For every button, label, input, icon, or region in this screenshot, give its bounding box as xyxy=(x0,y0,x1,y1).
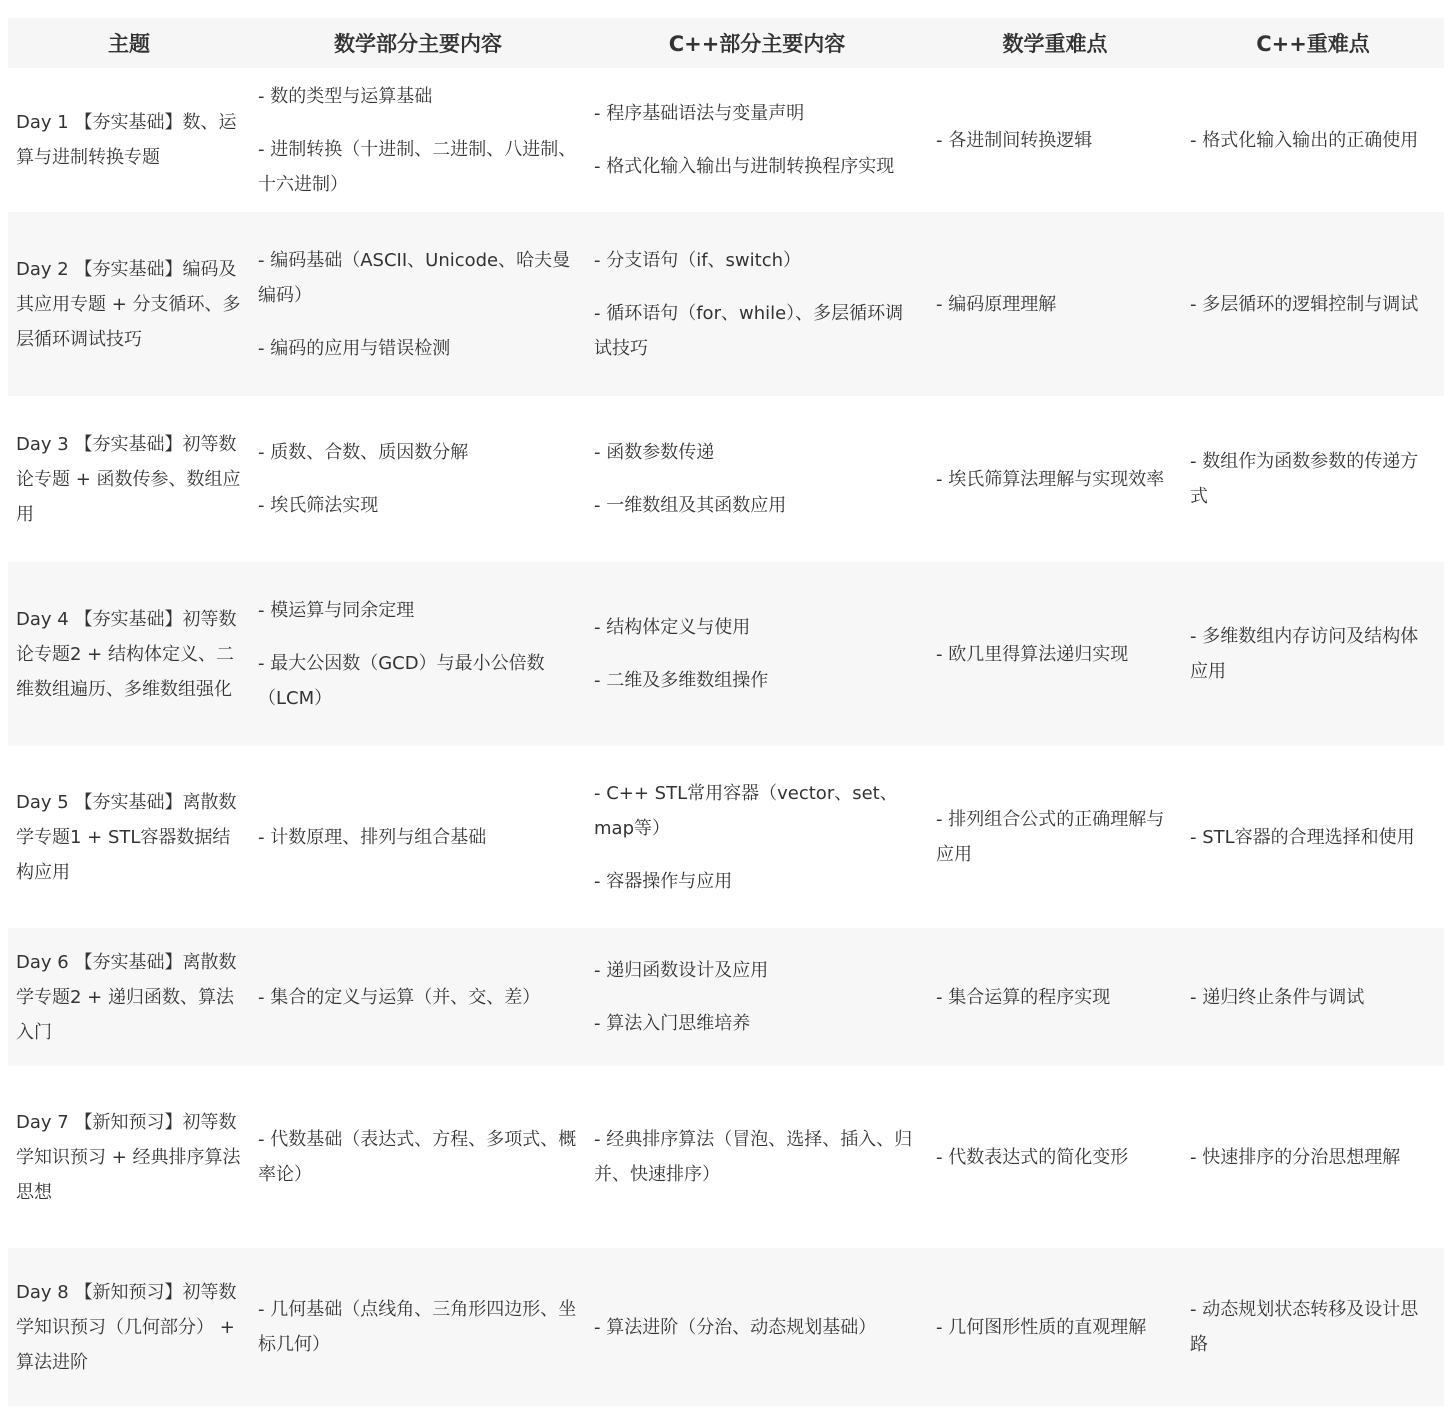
cell-math-key: - 埃氏筛算法理解与实现效率 xyxy=(936,468,1165,490)
cell-math-content xyxy=(250,1248,586,1406)
header-math-key: 数学重难点 xyxy=(1002,32,1108,56)
cpp-item: - 结构体定义与使用 xyxy=(594,617,751,638)
cpp-item: - 容器操作与应用 xyxy=(594,870,733,892)
cell-cpp-key: - 递归终止条件与调试 xyxy=(1190,986,1365,1008)
table-row xyxy=(8,1066,1444,1248)
cpp-item: - 分支语句（if、switch） xyxy=(594,249,802,271)
cell-math-key: - 欧几里得算法递归实现 xyxy=(936,643,1129,665)
cell-cpp-key: - STL容器的合理选择和使用 xyxy=(1190,826,1415,848)
header-cpp-content: C++部分主要内容 xyxy=(668,32,846,56)
cell-cpp-key: - 多层循环的逻辑控制与调试 xyxy=(1190,293,1419,315)
table-row xyxy=(8,212,1444,396)
math-item: - 埃氏筛法实现 xyxy=(258,495,379,516)
cpp-item: - 算法进阶（分治、动态规划基础） xyxy=(594,1316,877,1338)
math-item: - 集合的定义与运算（并、交、差） xyxy=(258,986,541,1008)
cell-cpp-key: - 动态规划状态转移及设计思路 xyxy=(1190,1299,1419,1355)
cell-cpp-key: - 多维数组内存访问及结构体应用 xyxy=(1190,626,1419,682)
cell-math-content xyxy=(250,562,586,746)
cpp-item: - 函数参数传递 xyxy=(594,442,715,463)
cell-cpp-content xyxy=(586,562,928,746)
table-row xyxy=(8,396,1444,562)
cell-topic: Day 1 【夯实基础】数、运算与进制转换专题 xyxy=(16,112,237,168)
cell-cpp-content xyxy=(586,396,928,562)
cpp-item: - 经典排序算法（冒泡、选择、插入、归并、快速排序） xyxy=(594,1129,913,1185)
cpp-item: - 二维及多维数组操作 xyxy=(594,670,769,691)
table-row xyxy=(8,928,1444,1066)
cpp-item: - 算法入门思维培养 xyxy=(594,1013,751,1034)
curriculum-table-container xyxy=(8,18,1444,1406)
cell-topic: Day 2 【夯实基础】编码及其应用专题 + 分支循环、多层循环调试技巧 xyxy=(16,258,241,350)
cell-math-key: - 集合运算的程序实现 xyxy=(936,986,1111,1008)
cell-math-content xyxy=(250,396,586,562)
math-item: - 几何基础（点线角、三角形四边形、坐标几何） xyxy=(258,1299,577,1355)
cell-topic: Day 8 【新知预习】初等数学知识预习（几何部分） + 算法进阶 xyxy=(16,1281,237,1373)
cell-math-key: - 编码原理理解 xyxy=(936,293,1057,315)
math-item: - 代数基础（表达式、方程、多项式、概率论） xyxy=(258,1129,577,1185)
math-item: - 数的类型与运算基础 xyxy=(258,85,433,107)
cell-math-key: - 几何图形性质的直观理解 xyxy=(936,1316,1147,1338)
cell-math-content xyxy=(250,1066,586,1248)
math-item: - 最大公因数（GCD）与最小公倍数（LCM） xyxy=(258,652,545,709)
cell-math-content xyxy=(250,928,586,1066)
cell-topic: Day 5 【夯实基础】离散数学专题1 + STL容器数据结构应用 xyxy=(16,791,237,883)
cpp-item: - 一维数组及其函数应用 xyxy=(594,495,787,516)
header-math-content: 数学部分主要内容 xyxy=(334,32,502,56)
cell-topic: Day 7 【新知预习】初等数学知识预习 + 经典排序算法思想 xyxy=(16,1111,241,1203)
cell-math-key: - 排列组合公式的正确理解与应用 xyxy=(936,809,1165,865)
cell-topic: Day 3 【夯实基础】初等数论专题 + 函数传参、数组应用 xyxy=(16,433,241,525)
table-row xyxy=(8,746,1444,928)
table-header-row xyxy=(8,18,1444,68)
table-row xyxy=(8,1248,1444,1406)
cell-cpp-key: - 格式化输入输出的正确使用 xyxy=(1190,129,1419,151)
cell-math-content xyxy=(250,746,586,928)
math-item: - 质数、合数、质因数分解 xyxy=(258,442,469,463)
cpp-item: - 程序基础语法与变量声明 xyxy=(594,103,805,124)
table-row xyxy=(8,562,1444,746)
table-row xyxy=(8,68,1444,212)
cell-math-key: - 代数表达式的简化变形 xyxy=(936,1146,1129,1168)
cell-topic: Day 6 【夯实基础】离散数学专题2 + 递归函数、算法入门 xyxy=(16,951,237,1043)
cell-cpp-content xyxy=(586,1066,928,1248)
cpp-item: - 格式化输入输出与进制转换程序实现 xyxy=(594,156,895,177)
math-item: - 进制转换（十进制、二进制、八进制、十六进制） xyxy=(258,138,577,195)
cell-cpp-key: - 快速排序的分治思想理解 xyxy=(1190,1146,1401,1168)
cell-cpp-content xyxy=(586,212,928,396)
cell-math-key: - 各进制间转换逻辑 xyxy=(936,129,1093,151)
math-item: - 模运算与同余定理 xyxy=(258,599,415,621)
curriculum-table xyxy=(8,18,1444,1406)
math-item: - 编码的应用与错误检测 xyxy=(258,337,451,359)
header-topic: 主题 xyxy=(108,32,150,56)
cpp-item: - 循环语句（for、while）、多层循环调试技巧 xyxy=(594,302,904,359)
math-item: - 计数原理、排列与组合基础 xyxy=(258,826,487,848)
cpp-item: - 递归函数设计及应用 xyxy=(594,960,769,981)
cell-cpp-content xyxy=(586,928,928,1066)
cell-cpp-content xyxy=(586,1248,928,1406)
cell-topic: Day 4 【夯实基础】初等数论专题2 + 结构体定义、二维数组遍历、多维数组强化 xyxy=(16,608,237,700)
cell-cpp-key: - 数组作为函数参数的传递方式 xyxy=(1190,451,1419,507)
cell-cpp-content xyxy=(586,68,928,212)
cell-math-content xyxy=(250,212,586,396)
cell-cpp-content xyxy=(586,746,928,928)
cell-math-content xyxy=(250,68,586,212)
math-item: - 编码基础（ASCII、Unicode、哈夫曼编码） xyxy=(258,249,571,306)
cpp-item: - C++ STL常用容器（vector、set、map等） xyxy=(594,782,898,839)
header-cpp-key: C++重难点 xyxy=(1256,32,1370,56)
